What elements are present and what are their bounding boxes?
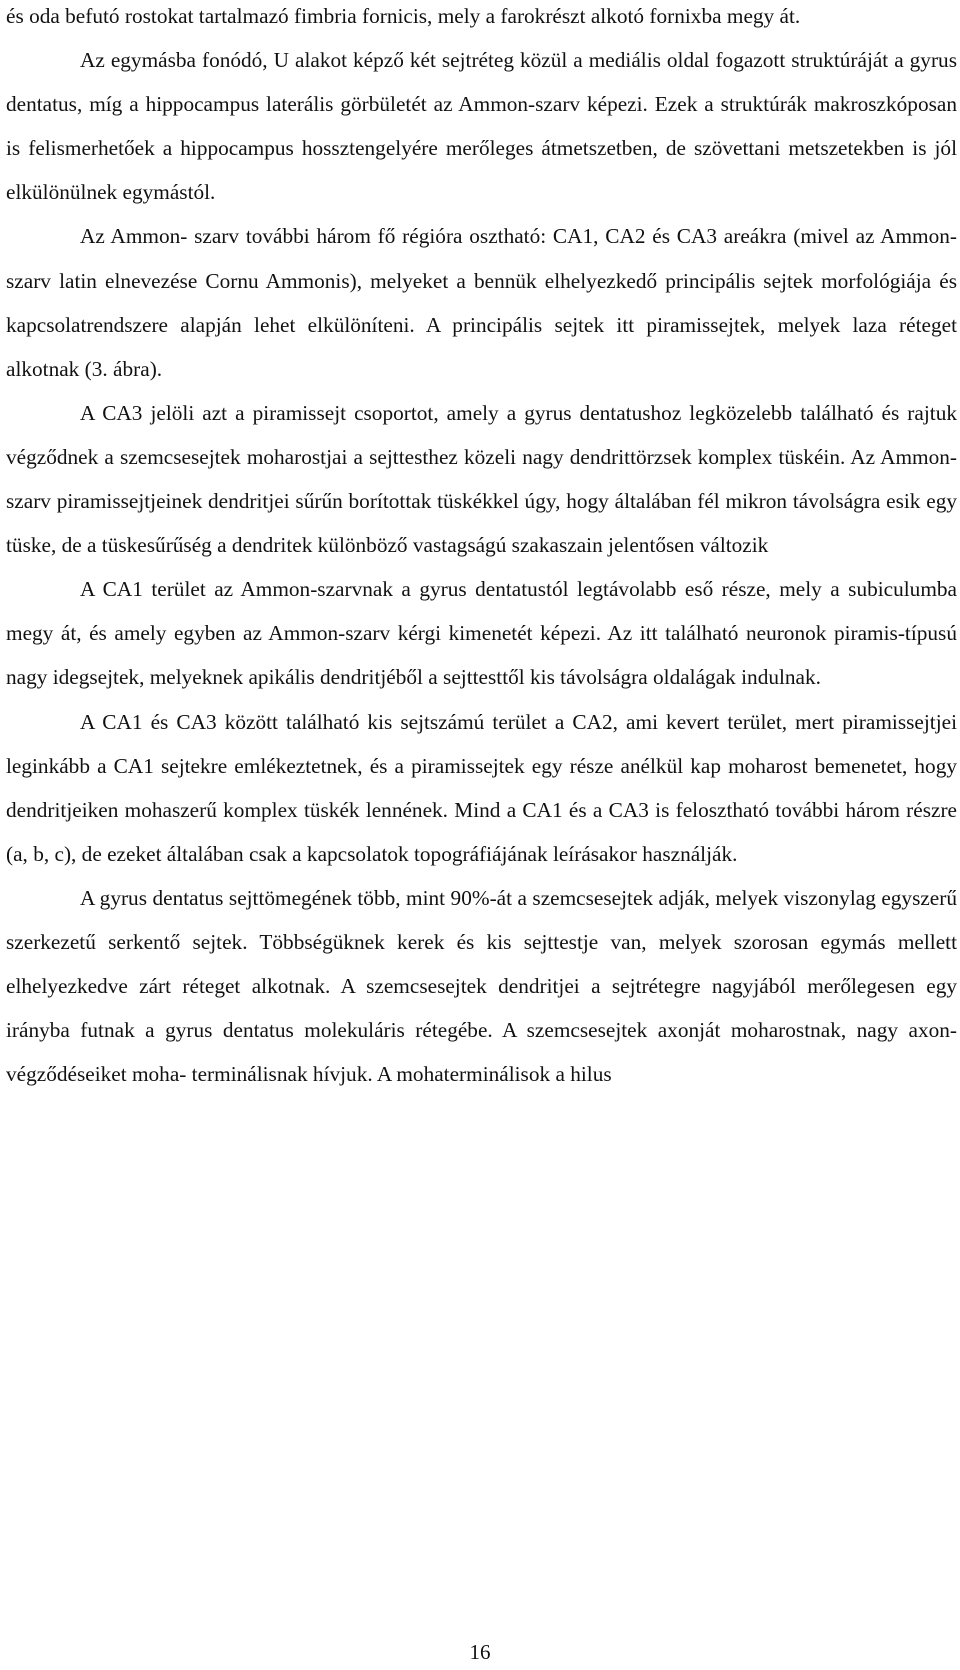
paragraph-fornix-continuation: és oda befutó rostokat tartalmazó fimbria fornicis, mely a farokrészt alkotó fornixba megy át. [6, 4, 801, 28]
body-text [6, 0, 957, 1096]
paragraph-gyrus-dentatus: A gyrus dentatus sejttömegének több, mint 90%-át a szemcsesejtek adják, melyek viszonylag egyszerű szerkezetű serkentő sejtek. Többségüknek kerek és kis sejttestje van, melyek szorosan egymás mellett elhelyezkedve zárt réteget alkotnak. A szemcsesejtek dendritjei a sejtrétegre nagyjából merőlegesen egy irányba futnak a gyrus dentatus molekuláris rétegébe. A szemcsesejtek axonját moharostnak, nagy axon- végződéseiket moha- terminálisnak hívjuk. A mohaterminálisok a hilus [6, 885, 957, 1087]
page-number: 16 [469, 1640, 491, 1664]
paragraph-ca1: A CA1 terület az Ammon-szarvnak a gyrus dentatustól legtávolabb eső része, mely a subiculumba megy át, és amely egyben az Ammon-szarv kérgi kimenetét képezi. Az itt található neuronok piramis-típusú nagy idegsejtek, melyeknek apikális dendritjéből a sejttesttől kis távolságra oldalágak indulnak. [6, 577, 957, 690]
paragraph-ca3: A CA3 jelöli azt a piramissejt csoportot, amely a gyrus dentatushoz legközelebb található és rajtuk végződnek a szemcsesejtek moharostjai a sejttesthez közeli nagy dendrittörzsek komplex tüskéin. Az Ammon-szarv piramissejtjeinek dendritjei sűrűn borítottak tüskékkel úgy, hogy általában fél mikron távolságra esik egy tüske, de a tüskesűrűség a dendritek különböző vastagságú szakaszain jelentősen változik [6, 400, 957, 558]
paragraph-u-shaped-layers: Az egymásba fonódó, U alakot képző két sejtréteg közül a mediális oldal fogazott struktúráját a gyrus dentatus, míg a hippocampus laterális görbületét az Ammon-szarv képezi. Ezek a struktúrák makroszkóposan is felismerhetőek a hippocampus hossztengelyére merőleges átmetszetben, de szövettani metszetekben is jól elkülönülnek egymástól. [6, 48, 957, 205]
paragraph-ca2: A CA1 és CA3 között található kis sejtszámú terület a CA2, ami kevert terület, mert piramissejtjei leginkább a CA1 sejtekre emlékeztetnek, és a piramissejtek egy része anélkül kap moharost bemenetet, hogy dendritjeiken mohaszerű komplex tüskék lennének. Mind a CA1 és a CA3 is felosztható további három részre (a, b, c), de ezeket általában csak a kapcsolatok topográfiájának leírásakor használják. [6, 709, 957, 866]
paragraph-ammon-regions: Az Ammon- szarv további három fő régióra osztható: CA1, CA2 és CA3 areákra (mivel az Ammon-szarv latin elnevezése Cornu Ammonis), melyeket a bennük elhelyezkedő principális sejtek morfológiája és kapcsolatrendszere alapján lehet elkülöníteni. A principális sejtek itt piramissejtek, melyek laza réteget alkotnak (3. ábra). [6, 224, 957, 381]
